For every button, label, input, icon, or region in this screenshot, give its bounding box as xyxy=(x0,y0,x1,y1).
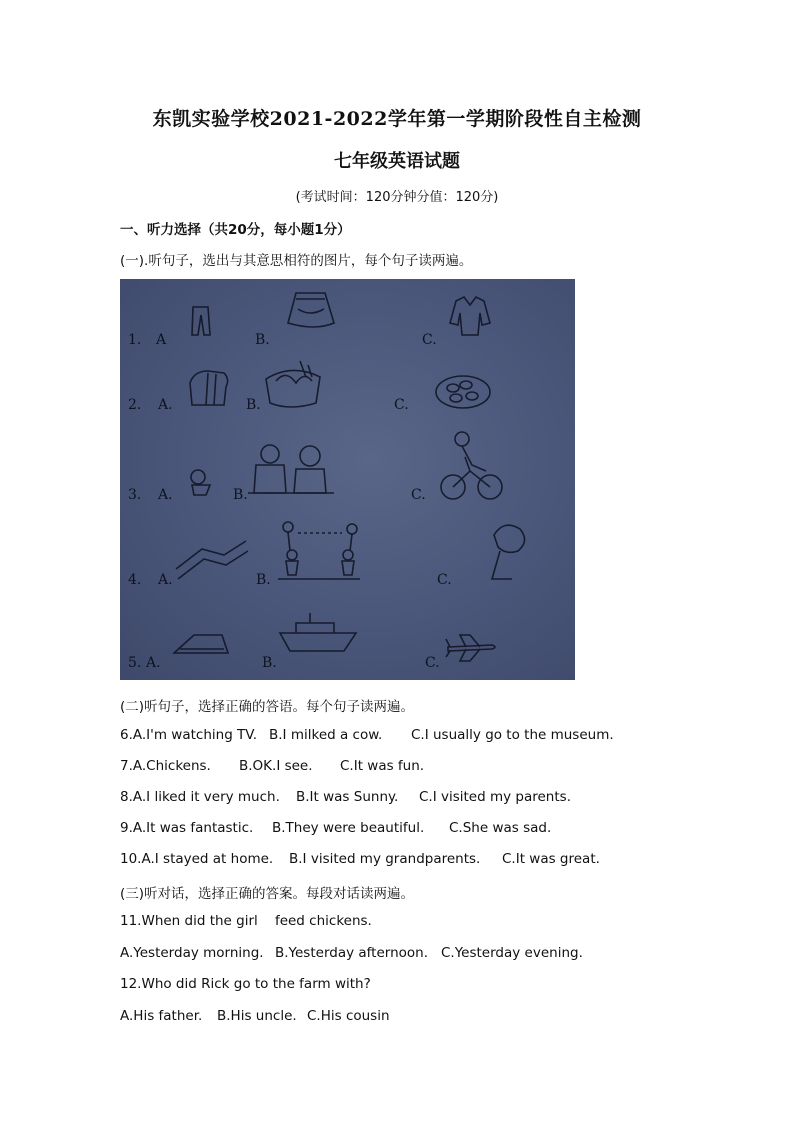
row-2-option-c: C. xyxy=(394,397,409,413)
tree-icon xyxy=(492,525,525,579)
q10-option-b: B.I visited my grandparents. xyxy=(289,851,481,867)
exam-note: (考试时间：120分钟分值：120分) xyxy=(295,190,499,205)
row-4-option-c: C. xyxy=(437,572,452,588)
row-3-number: 3. xyxy=(128,487,142,503)
trousers-icon xyxy=(192,307,210,335)
row-1-option-c: C. xyxy=(422,332,437,348)
row-5-option-b: B. xyxy=(262,655,277,671)
q10-option-c: C.It was great. xyxy=(502,851,600,867)
q6-option-b: B.I milked a cow. xyxy=(269,727,383,743)
train-icon xyxy=(174,635,228,653)
q9-option-c: C.She was sad. xyxy=(449,820,552,836)
great-wall-icon xyxy=(176,541,248,579)
part2-instruction: (二)听句子，选择正确的答语。每个句子读两遍。 xyxy=(120,699,415,715)
q8-option-b: B.It was Sunny. xyxy=(296,789,399,805)
q9-option-a: 9.A.It was fantastic. xyxy=(120,820,254,836)
bread-icon xyxy=(190,371,228,405)
row-2-number: 2. xyxy=(128,397,142,413)
row-1-number: 1. xyxy=(128,332,142,348)
part3-instruction: (三)听对话，选择正确的答案。每段对话读两遍。 xyxy=(120,886,415,902)
q6-option-c: C.I usually go to the museum. xyxy=(411,727,614,743)
row-4-number: 4. xyxy=(128,572,142,588)
airplane-icon xyxy=(446,635,495,661)
q9-option-b: B.They were beautiful. xyxy=(272,820,425,836)
row-1-option-b: B. xyxy=(255,332,270,348)
cyclist-icon xyxy=(441,432,502,499)
row-3-option-a: A. xyxy=(158,487,173,503)
child-icon xyxy=(191,470,210,495)
students-desk-icon xyxy=(248,445,334,493)
children-balloons-icon xyxy=(278,522,360,579)
q10-option-a: 10.A.I stayed at home. xyxy=(120,851,274,867)
row-1-option-a: A xyxy=(156,332,167,348)
row-5-number: 5. xyxy=(128,655,142,671)
skirt-icon xyxy=(288,293,334,327)
q12-option-a: A.His father. xyxy=(120,1008,203,1024)
q7-option-b: B.OK.I see. xyxy=(239,758,313,774)
listening-picture-panel xyxy=(120,279,575,680)
row-4-option-a: A. xyxy=(158,572,173,588)
q11-stem: 11.When did the girl feed chickens. xyxy=(120,913,372,929)
q8-option-a: 8.A.I liked it very much. xyxy=(120,789,280,805)
section-heading: 一、听力选择（共20分，每小题1分） xyxy=(120,222,351,238)
q12-option-c: C.His cousin xyxy=(307,1008,390,1024)
row-5-option-c: C. xyxy=(425,655,440,671)
row-4-option-b: B. xyxy=(256,572,271,588)
part1-instruction: (一).听句子，选出与其意思相符的图片，每个句子读两遍。 xyxy=(120,253,473,269)
ship-icon xyxy=(280,613,356,651)
row-5-option-a: A. xyxy=(146,655,161,671)
row-2-option-a: A. xyxy=(158,397,173,413)
exam-title: 东凯实验学校2021-2022学年第一学期阶段性自主检测 xyxy=(152,108,642,130)
q11-option-c: C.Yesterday evening. xyxy=(441,945,583,961)
exam-subtitle: 七年级英语试题 xyxy=(334,151,460,172)
q7-option-a: 7.A.Chickens. xyxy=(120,758,211,774)
q11-option-a: A.Yesterday morning. xyxy=(120,945,264,961)
q12-stem: 12.Who did Rick go to the farm with? xyxy=(120,976,371,992)
q11-option-b: B.Yesterday afternoon. xyxy=(275,945,429,961)
row-2-option-b: B. xyxy=(246,397,261,413)
noodles-icon xyxy=(266,361,320,407)
row-3-option-b: B. xyxy=(233,487,248,503)
q12-option-b: B.His uncle. xyxy=(217,1008,297,1024)
shirt-icon xyxy=(450,297,490,335)
row-3-option-c: C. xyxy=(411,487,426,503)
q8-option-c: C.I visited my parents. xyxy=(419,789,571,805)
dumplings-icon xyxy=(436,376,490,408)
q6-option-a: 6.A.I'm watching TV. xyxy=(120,727,258,743)
q7-option-c: C.It was fun. xyxy=(340,758,425,774)
picture-illustrations xyxy=(120,279,575,680)
